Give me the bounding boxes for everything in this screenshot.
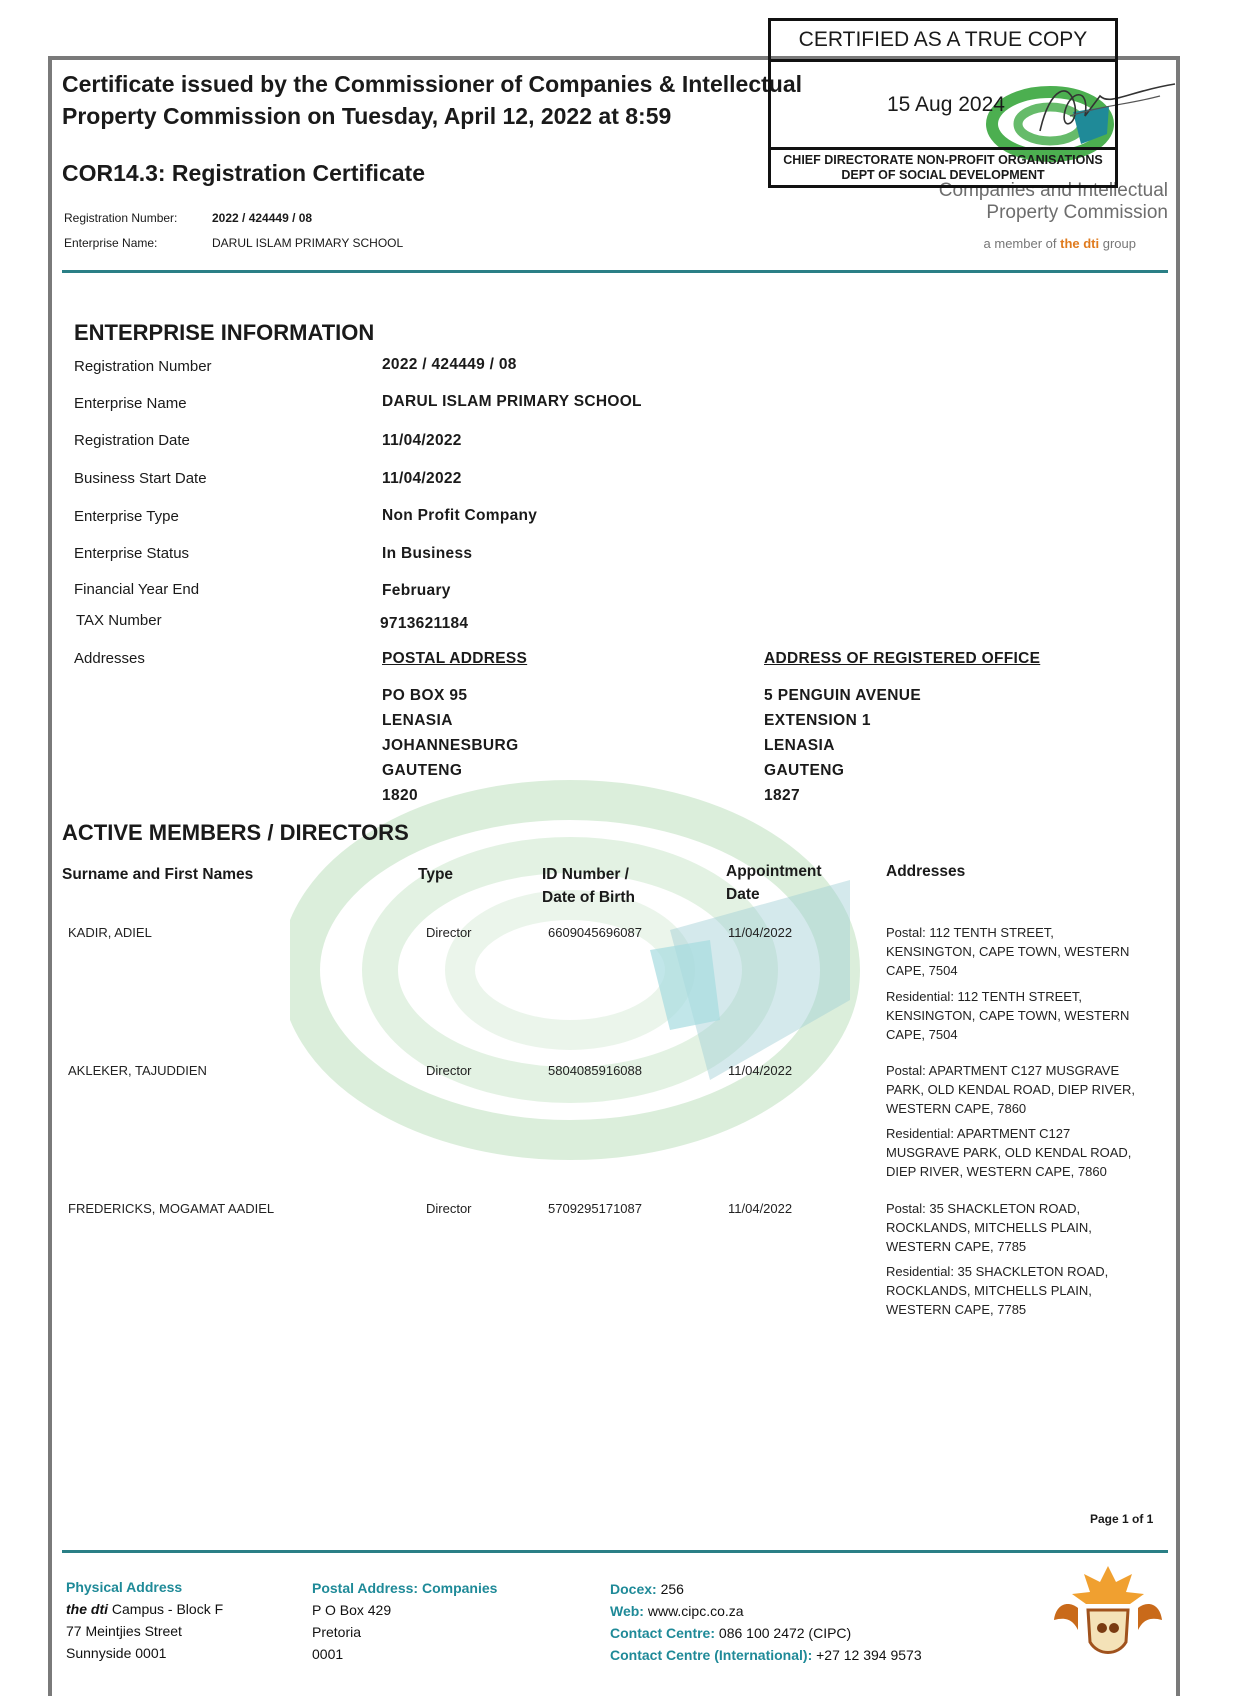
registered-address-lines <box>764 683 921 808</box>
footer-postal-line2: Pretoria <box>312 1624 362 1640</box>
stamp-divider <box>771 147 1115 150</box>
certificate-title-line2: Property Commission on Tuesday, April 12, 2022 at 8:59 <box>62 103 672 129</box>
postal-address-heading: POSTAL ADDRESS <box>382 650 528 667</box>
row-value: 9713621184 <box>380 615 469 632</box>
cipc-name-line1: Companies and Intellectual <box>938 180 1168 201</box>
stamp-line2: DEPT OF SOCIAL DEVELOPMENT <box>841 168 1045 182</box>
footer-contact-centre <box>610 1622 922 1644</box>
enterprise-name-label: Enterprise Name: <box>64 236 158 250</box>
footer-web <box>610 1600 922 1622</box>
web-label: Web: <box>610 1603 644 1619</box>
stamp-footer <box>771 153 1115 183</box>
docex-value: 256 <box>656 1581 684 1597</box>
footer-docex <box>610 1578 922 1600</box>
footer-postal-line3: 0001 <box>312 1646 344 1662</box>
certified-stamp <box>768 18 1118 188</box>
address-line: LENASIA <box>764 737 835 754</box>
member-brand: the dti <box>1060 236 1100 251</box>
campus-text: Campus - Block F <box>108 1601 224 1617</box>
director-date: 11/04/2022 <box>728 925 793 940</box>
footer-postal-address <box>312 1577 497 1665</box>
director-postal-address: Postal: 112 TENTH STREET, KENSINGTON, CAPE TOWN, WESTERN CAPE, 7504 <box>886 925 1130 978</box>
address-line: 1827 <box>764 787 801 804</box>
enterprise-info-title: ENTERPRISE INFORMATION <box>74 320 375 345</box>
row-label: Registration Number <box>74 358 212 375</box>
row-label: Enterprise Type <box>74 508 179 525</box>
director-type: Director <box>426 925 472 940</box>
row-value: DARUL ISLAM PRIMARY SCHOOL <box>382 393 642 410</box>
addresses-label: Addresses <box>74 650 145 667</box>
stamp-line1: CHIEF DIRECTORATE NON-PROFIT ORGANISATIONS <box>783 153 1103 167</box>
page-number: Page 1 of 1 <box>1090 1512 1154 1526</box>
director-name: KADIR, ADIEL <box>68 925 152 940</box>
row-value: 11/04/2022 <box>382 470 462 487</box>
row-value: Non Profit Company <box>382 507 538 524</box>
member-prefix: a member of <box>983 236 1061 251</box>
address-line: GAUTENG <box>382 762 463 779</box>
footer-physical-line1 <box>66 1598 223 1620</box>
address-line: 5 PENGUIN AVENUE <box>764 687 922 704</box>
address-line: GAUTENG <box>764 762 845 779</box>
row-label: Enterprise Status <box>74 545 190 562</box>
col-id-header-line1: ID Number / <box>542 866 629 883</box>
col-appt-header <box>726 860 822 906</box>
row-value: In Business <box>382 545 473 562</box>
footer-physical-line3: Sunnyside 0001 <box>66 1645 167 1661</box>
footer-postal-line1: P O Box 429 <box>312 1602 392 1618</box>
footer-contact <box>610 1578 922 1666</box>
col-id-header <box>542 863 635 909</box>
certificate-title <box>62 68 842 132</box>
col-addresses-header: Addresses <box>886 863 966 880</box>
footer-physical-heading: Physical Address <box>66 1579 183 1595</box>
cor-title: COR14.3: Registration Certificate <box>62 160 425 186</box>
director-date: 11/04/2022 <box>728 1063 793 1078</box>
web-value[interactable]: www.cipc.co.za <box>643 1603 744 1619</box>
stamp-heading: CERTIFIED AS A TRUE COPY <box>771 21 1115 62</box>
row-label: TAX Number <box>76 612 162 629</box>
director-residential-address: Residential: 35 SHACKLETON ROAD, ROCKLANDS, MITCHELLS PLAIN, WESTERN CAPE, 7785 <box>886 1264 1109 1317</box>
col-id-header-line2: Date of Birth <box>542 889 635 906</box>
col-name-header: Surname and First Names <box>62 866 254 883</box>
footer-physical-address <box>66 1576 223 1664</box>
header-rule <box>62 270 1168 273</box>
director-name: FREDERICKS, MOGAMAT AADIEL <box>68 1201 275 1216</box>
col-appt-header-line1: Appointment <box>726 863 822 880</box>
stamp-date: 15 Aug 2024 <box>887 93 1005 116</box>
postal-address-lines <box>382 683 519 808</box>
dti-brand: the dti <box>66 1601 108 1617</box>
address-line: PO BOX 95 <box>382 687 468 704</box>
director-type: Director <box>426 1201 472 1216</box>
director-id: 5709295171087 <box>548 1201 642 1216</box>
director-id: 5804085916088 <box>548 1063 642 1078</box>
row-value: February <box>382 582 451 599</box>
director-name: AKLEKER, TAJUDDIEN <box>68 1063 207 1078</box>
member-suffix: group <box>1099 236 1136 251</box>
footer-physical-line2: 77 Meintjies Street <box>66 1623 182 1639</box>
address-line: EXTENSION 1 <box>764 712 871 729</box>
col-appt-header-line2: Date <box>726 886 760 903</box>
director-residential-address: Residential: 112 TENTH STREET, KENSINGTON, CAPE TOWN, WESTERN CAPE, 7504 <box>886 989 1130 1042</box>
row-value: 11/04/2022 <box>382 432 462 449</box>
coat-of-arms-icon <box>1048 1560 1168 1658</box>
cipc-name-line2: Property Commission <box>986 202 1168 223</box>
docex-label: Docex: <box>610 1581 657 1597</box>
contact-centre-label: Contact Centre: <box>610 1625 716 1641</box>
footer-rule <box>62 1550 1168 1553</box>
registered-office-heading: ADDRESS OF REGISTERED OFFICE <box>764 650 1041 667</box>
row-label: Business Start Date <box>74 470 207 487</box>
row-value: 2022 / 424449 / 08 <box>382 356 517 373</box>
footer-contact-international <box>610 1644 922 1666</box>
address-line: LENASIA <box>382 712 453 729</box>
contact-centre-value: 086 100 2472 (CIPC) <box>715 1625 852 1641</box>
contact-intl-label: Contact Centre (International): <box>610 1647 813 1663</box>
row-label: Financial Year End <box>74 581 200 598</box>
director-residential-address: Residential: APARTMENT C127 MUSGRAVE PARK, OLD KENDAL ROAD, DIEP RIVER, WESTERN CAPE, 7860 <box>886 1126 1132 1179</box>
contact-intl-value: +27 12 394 9573 <box>812 1647 922 1663</box>
enterprise-name-value: DARUL ISLAM PRIMARY SCHOOL <box>212 236 404 250</box>
reg-number-label: Registration Number: <box>64 211 178 225</box>
col-type-header: Type <box>418 866 454 883</box>
reg-number-value: 2022 / 424449 / 08 <box>212 211 313 225</box>
row-label: Registration Date <box>74 432 190 449</box>
address-line: 1820 <box>382 787 419 804</box>
address-line: JOHANNESBURG <box>382 737 519 754</box>
certificate-title-line1: Certificate issued by the Commissioner of Companies & Intellectual <box>62 71 803 97</box>
director-id: 6609045696087 <box>548 925 642 940</box>
cipc-member-text <box>938 236 1136 251</box>
director-postal-address: Postal: 35 SHACKLETON ROAD, ROCKLANDS, MITCHELLS PLAIN, WESTERN CAPE, 7785 <box>886 1201 1092 1254</box>
row-label: Enterprise Name <box>74 395 187 412</box>
director-postal-address: Postal: APARTMENT C127 MUSGRAVE PARK, OLD KENDAL ROAD, DIEP RIVER, WESTERN CAPE, 7860 <box>886 1063 1135 1116</box>
director-date: 11/04/2022 <box>728 1201 793 1216</box>
directors-title: ACTIVE MEMBERS / DIRECTORS <box>62 820 409 845</box>
director-type: Director <box>426 1063 472 1078</box>
footer-postal-heading: Postal Address: Companies <box>312 1580 498 1596</box>
